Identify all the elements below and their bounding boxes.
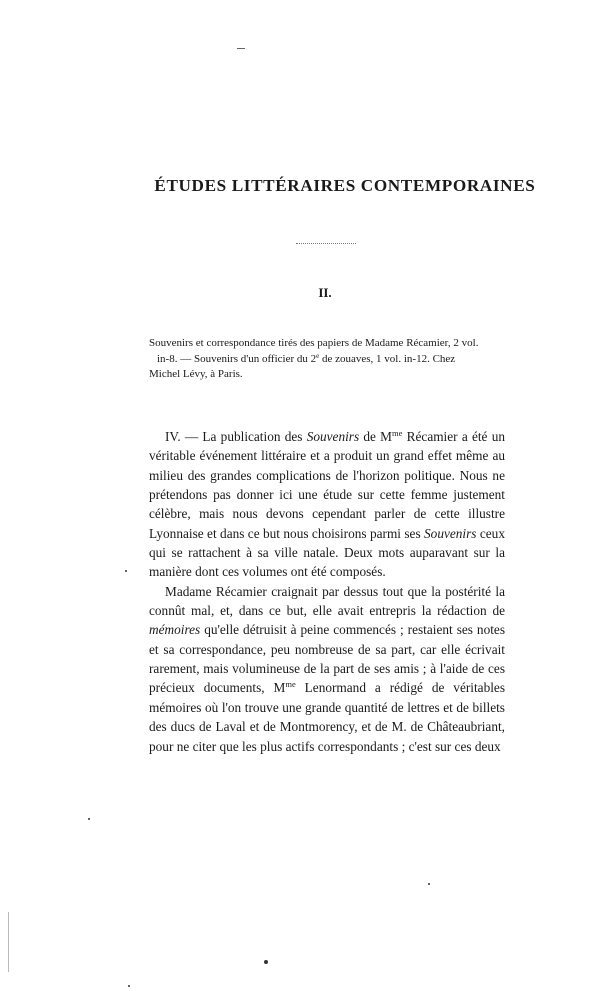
ink-speck xyxy=(125,570,127,572)
ink-speck xyxy=(428,883,430,885)
p1-text-b: de M xyxy=(359,429,393,444)
note-line-3: Michel Lévy, à Paris. xyxy=(149,368,243,380)
ink-speck xyxy=(128,985,130,987)
p2-text-b: qu'elle détruisit à peine commencés ; restaient ses notes et sa correspondance, peu nombreuse de sa part, car elle écrivait rarement, mais volumineuse de la part de ses amis ; à l'aide de ces précieux documents, M xyxy=(149,622,505,696)
p1-text-a: IV. — La publication des xyxy=(165,429,307,444)
note-line-2 xyxy=(149,352,505,368)
p2-text-a: Madame Récamier craignait par dessus tout que la postérité la connût mal, et, dans ce but, elle avait entrepris la rédaction de xyxy=(149,583,505,619)
note-line-2-text-a: in-8. — Souvenirs d'un officier du 2 xyxy=(157,352,317,365)
dotted-rule xyxy=(296,243,356,244)
section-number: II. xyxy=(318,285,332,300)
page-title: ÉTUDES LITTÉRAIRES CONTEMPORAINES xyxy=(154,176,536,195)
top-dash-mark xyxy=(237,48,245,49)
edge-mark xyxy=(8,912,9,972)
p2-text-c: Lenormand a rédigé de véritables mémoires où l'on trouve une grande quantité de lettres et de billets des ducs de Laval et de Montmorency, et de M. de Châteaubriant, pour ne citer que les plus actifs correspondants ; c'est sur ces deux xyxy=(149,680,505,754)
paragraph-1 xyxy=(149,427,505,582)
bibliographic-note xyxy=(149,336,505,383)
p2-italic-memoires: mémoires xyxy=(149,622,201,638)
note-line-2-superscript: e xyxy=(316,351,320,360)
note-line-1: Souvenirs et correspondance tirés des papiers de Madame Récamier, 2 vol. xyxy=(149,337,479,349)
p1-superscript-me: me xyxy=(392,428,403,438)
paragraph-2 xyxy=(149,582,505,756)
p2-superscript-me: me xyxy=(285,679,296,690)
body-text xyxy=(149,427,505,756)
ink-speck xyxy=(264,960,268,964)
ink-speck xyxy=(88,818,90,820)
p1-text-c: Récamier a été un véritable événement littéraire et a produit un grand effet même au milieu des grandes complications de l'horizon politique. Nous ne prétendons pas donner ici une étude sur cette femme justement célèbre, mais nous devons cependant parler de cette illustre Lyonnaise et dans ce but nous choisirons parmi ses xyxy=(149,429,505,541)
p1-text-d: ceux qui se rattachent à sa ville natale. Deux mots auparavant sur la manière dont ces volumes ont été composés. xyxy=(149,525,505,580)
p1-italic-souvenirs-1: Souvenirs xyxy=(306,429,360,444)
p1-italic-souvenirs-2: Souvenirs xyxy=(424,525,477,541)
note-line-2-text-b: de zouaves, 1 vol. in-12. Chez xyxy=(319,352,456,365)
